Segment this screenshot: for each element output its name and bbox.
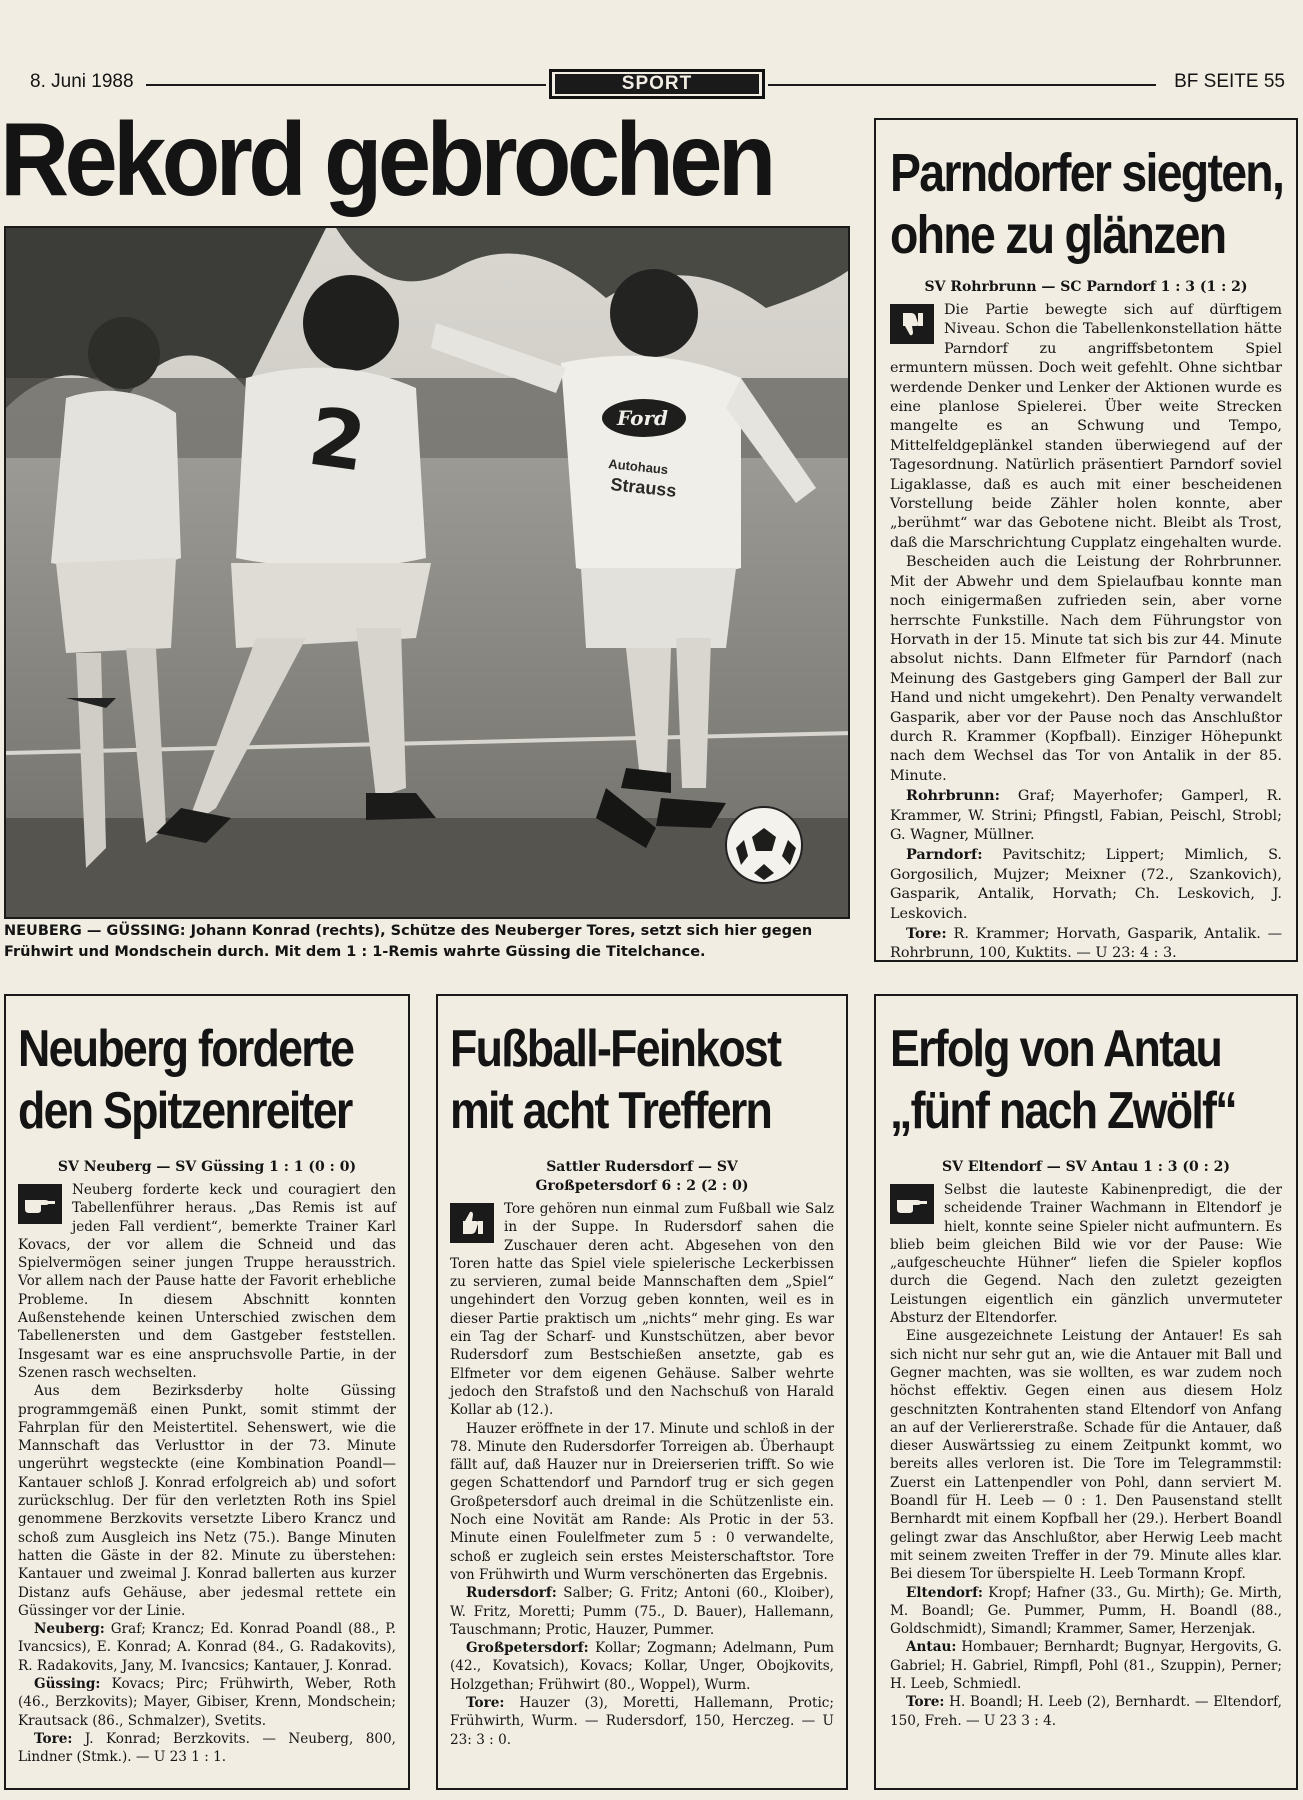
thumbs-down-icon: [890, 304, 934, 344]
article-paragraph: Selbst die lauteste Kabinenpredigt, die der scheidende Trainer Wachmann in Eltendorf je hielt, konnte seine Spieler nicht aufmuntern. Es blieb beim gleichen Bild wie vor der Pause: Wie „aufgescheuchte Hühner“ liefen die Spieler kopflos durch die Gegend. Nach den zuletzt gezeigten Leistungen eigentlich ein gänzlich unvermuteter Absturz der Eltendorfer.: [890, 1182, 1282, 1327]
article-title-line-1: Erfolg von Antau: [890, 1020, 1222, 1078]
goals-summary: Tore: Hauzer (3), Moretti, Hallemann, Protic; Frühwirth, Wurm. — Rudersdorf, 150, Herczeg. — U 23: 3 : 0.: [450, 1695, 834, 1748]
photo-caption: NEUBERG — GÜSSING: Johann Konrad (rechts), Schütze des Neuberger Tores, setzt sich hier gegen Frühwirt und Mondschein durch. Mit dem 1 : 1-Remis wahrte Güssing die Titelchance.: [4, 923, 813, 960]
article-body: [18, 1181, 396, 1767]
section-label: SPORT: [549, 69, 765, 99]
article-paragraph: Hauzer eröffnete in der 17. Minute und schloß in der 78. Minute den Rudersdorfer Torreigen ab. Überhaupt fällt auf, daß Hauzer nur in Dreierserien trifft. So wie gegen Schattendorf und Parndorf trug er sich gegen Großpetersdorf auch dreimal in die Schützenliste ein. Noch eine Novität am Rande: Als Protic in der 53. Minute einen Foulelfmeter zum 5 : 0 verwandelte, schoß er zugleich sein erstes Meisterschaftstor. Tore von Frühwirth und Wurm verschönerten das Ergebnis.: [450, 1420, 834, 1583]
article-parndorf: [874, 118, 1298, 962]
thumbs-up-icon: [450, 1203, 494, 1243]
match-result: SV Eltendorf — SV Antau 1 : 3 (0 : 2): [941, 1159, 1231, 1175]
match-result: SV Neuberg — SV Güssing 1 : 1 (0 : 0): [57, 1159, 357, 1175]
goals-summary: Tore: H. Boandl; H. Leeb (2), Bernhardt. — Eltendorf, 150, Freh. — U 23 3 : 4.: [890, 1694, 1282, 1729]
goals-summary: Tore: J. Konrad; Berzkovits. — Neuberg, 800, Lindner (Stmk.). — U 23 1 : 1.: [18, 1730, 396, 1766]
lineup-parndorf: Parndorf: Pavitschitz; Lippert; Mimlich, S. Gorgosilich, Mujzer; Meixner (72., Szankovich), Gasparik, Antalik, Horvath; Ch. Leskovich, J. Leskovich.: [890, 846, 1282, 922]
article-paragraph: Eine ausgezeichnete Leistung der Antauer! Es sah sich nicht nur sehr gut an, wie die Antauer mit Ball und Gegner machten, was sie wollten, es war zudem noch höchst effektiv. Gegen einen aus diesem Holz geschnitzten Kontrahenten stand Eltendorf von Anfang an auf der Verliererstraße. Schade für die Antauer, daß dieser Auswärtssieg zu einem Zeitpunkt kommt, wo bereits alles verloren ist. Die Tore im Telegrammstil: Zuerst ein Lattenpendler von Pohl, dann serviert M. Boandl für H. Leeb — 0 : 1. Den Pausenstand stellt Bernhardt mit einem Kopfball her (29.). Herbert Boandl gelingt zwar das Anschlußtor, aber Herwig Leeb macht mit seinem zweiten Treffer in der 79. Minute alles klar. Bei diesem Tor überspielte H. Leeb Tormann Kropf.: [890, 1328, 1282, 1583]
article-body: [450, 1200, 834, 1749]
article-paragraph: Aus dem Bezirksderby holte Güssing programmgemäß einen Punkt, somit stimmt der Fahrplan für den Meistertitel. Sehenswert, wie die Mannschaft das Verlusttor in der 73. Minute ungerührt wegsteckte (eine Kombination Poandl—Kantauer schloß J. Konrad erfolgreich ab) und sofort zurückschlug. Der für den verletzten Roth ins Spiel genommene Berzkovits versetzte Libero Krancz und schoß zum Ausgleich ins Netz (75.). Bange Minuten hatten die Gäste in der 82. Minute zu überstehen: Kantauer und zweimal J. Konrad ballerten aus kurzer Distanz aufs Gehäuse, aber jedesmal rettete ein Güssinger vor der Linie.: [18, 1383, 396, 1619]
main-headline: Rekord gebrochen: [0, 102, 772, 218]
pointing-hand-icon: [18, 1184, 62, 1224]
sponsor-logo: Ford: [617, 406, 668, 430]
page-number: BF SEITE 55: [1174, 71, 1285, 92]
lineup-eltendorf: Eltendorf: Kropf; Hafner (33., Gu. Mirth); Ge. Mirth, M. Boandl; Ge. Pummer, Pumm, H. Boandl (88., Goldschmidt), Simandl; Krammer, Samer, Herzenjak.: [890, 1584, 1282, 1638]
pointing-hand-icon: [890, 1184, 934, 1224]
article-paragraph: Neuberg forderte keck und couragiert den Tabellenführer heraus. „Das Remis ist auf jeden Fall verdient“, bemerkte Trainer Karl Kovacs, der vor allem die Schneid und das Spielvermögen seiner jungen Truppe herausstrich. Vor allem nach der Pause hatte der Favorit erhebliche Probleme. In diesem Abschnitt konnten Außenstehende keinen Unterschied zwischen dem Tabellenersten und dem Gastgeber feststellen. Insgesamt war es eine anspruchsvolle Partie, in der Szenen rasch wechselten.: [18, 1182, 396, 1381]
goals-summary: Tore: R. Krammer; Horvath, Gasparik, Antalik. — Rohrbrunn, 100, Kuktits. — U 23: 4 : 3.: [890, 925, 1282, 962]
article-title-line-2: mit acht Treffern: [450, 1082, 772, 1140]
article-title-line-1: Neuberg forderte: [18, 1020, 354, 1078]
lineup-rohrbrunn: Rohrbrunn: Graf; Mayerhofer; Gamperl, R. Krammer, W. Strini; Pfingstl, Fabian, Peischl, Strobl; G. Wagner, Müllner.: [890, 787, 1283, 843]
match-photo: [4, 226, 850, 919]
article-paragraph: Tore gehören nun einmal zum Fußball wie Salz in der Suppe. In Rudersdorf sahen die Zuschauer deren acht. Abgesehen von den Toren hatte das Spiel viele spielerische Leckerbissen zu servieren, zumal beide Mannschaften dem „Spiel“ ungehindert den Vorzug geben konnten, weil es in dieser Partie praktisch um „nichts“ mehr ging. Es war ein Tag der Scharf- und Kunstschützen, aber bevor Rudersdorf zum Bestschießen ansetzte, gab es Elfmeter vor dem eigenen Gehäuse. Salber wehrte jedoch den Strafstoß und den Nachschuß von Harald Kollar ab (12.).: [450, 1201, 834, 1419]
article-title-line-2: „fünf nach Zwölf“: [890, 1082, 1236, 1140]
article-title-line-1: Parndorfer siegten,: [890, 143, 1284, 203]
shirt-number: 2: [303, 389, 372, 490]
article-eltendorf: [874, 994, 1298, 1790]
sponsor-line-2: Strauss: [609, 474, 678, 501]
football-ball: [726, 807, 802, 883]
article-body: [890, 1181, 1282, 1730]
lineup-guessing: Güssing: Kovacs; Pirc; Frühwirth, Weber, Roth (46., Berzkovits); Mayer, Gibiser, Krenn, Mondschein; Krautsack (86., Schmalzer), Svetits.: [18, 1676, 396, 1729]
article-title-line-2: den Spitzenreiter: [18, 1082, 352, 1140]
header-rule-left: [146, 84, 546, 86]
article-title-line-2: ohne zu glänzen: [890, 205, 1226, 265]
match-result: SV Rohrbrunn — SC Parndorf 1 : 3 (1 : 2): [924, 279, 1248, 295]
header-rule-right: [768, 84, 1156, 86]
sponsor-line-1: Autohaus: [607, 456, 669, 478]
article-rudersdorf: [436, 994, 848, 1790]
football-scene-illustration: [6, 228, 850, 919]
article-title-line-1: Fußball-Feinkost: [450, 1020, 781, 1078]
article-paragraph: Bescheiden auch die Leistung der Rohrbrunner. Mit der Abwehr und dem Spielaufbau konnte man noch einigermaßen zufrieden sein, aber vorne herrschte Funkstille. Nach dem Führungstor von Horvath in der 15. Minute tat sich bis zur 44. Minute absolut nichts. Dann Elfmeter für Parndorf (nach Meinung des Gastgebers ging Gamperl der Ball zur Hand und nicht umgekehrt). Den Penalty verwandelt Gasparik, aber vor der Pause noch das Anschlußtor durch R. Krammer (Kopfball). Einziger Höhepunkt nach dem Wechsel das Tor von Antalik in der 85. Minute.: [890, 554, 1282, 784]
lineup-rudersdorf: Rudersdorf: Salber; G. Fritz; Antoni (60., Kloiber), W. Fritz, Moretti; Pumm (75., D. Bauer), Hallemann, Tauschmann; Protic, Hauzer, Pummer.: [450, 1585, 835, 1638]
article-neuberg: [4, 994, 410, 1790]
lineup-neuberg: Neuberg: Graf; Krancz; Ed. Konrad Poandl (88., P. Ivancsics), E. Konrad; A. Konrad (84., G. Radakovits), R. Radakovits, Jany, M. Ivancsics; Kantauer, J. Konrad.: [18, 1621, 396, 1674]
issue-date: 8. Juni 1988: [30, 71, 134, 92]
match-result: Sattler Rudersdorf — SV Großpetersdorf 6 : 2 (2 : 0): [535, 1159, 749, 1194]
article-paragraph: Die Partie bewegte sich auf dürftigem Niveau. Schon die Tabellenkonstellation hätte Parndorf zu angriffsbetontem Spiel ermuntern müssen. Doch weit gefehlt. Ohne sichtbar werdende Denker und Lenker der Aktionen wurde es eine planlose Spielerei. Über weite Strecken mangelte es an Schwung und Tempo, Mittelfeldgeplänkel standen überwiegend auf der Tagesordnung. Natürlich präsentiert Parndorf soviel Ligaklasse, daß es auch mit einer bescheidenen Vorstellung beide Zähler holen konnte, aber „berühmt“ war das Gebotene nicht. Bleibt als Trost, daß die Marschrichtung Cupplatz eingehalten wurde.: [890, 302, 1283, 551]
lineup-antau: Antau: Hombauer; Bernhardt; Bugnyar, Hergovits, G. Gabriel; H. Gabriel, Rimpfl, Pohl (81., Szuppin), Perner; H. Leeb, Schmiedl.: [890, 1639, 1282, 1693]
lineup-grosspetersdorf: Großpetersdorf: Kollar; Zogmann; Adelmann, Pum (42., Kovatsich), Kovacs; Kollar, Unger, Obojkovits, Holzgethan; Frühwirt (80., Woppel), Wurm.: [450, 1640, 834, 1693]
article-body: [890, 301, 1282, 962]
photo-shadow: [6, 818, 850, 919]
